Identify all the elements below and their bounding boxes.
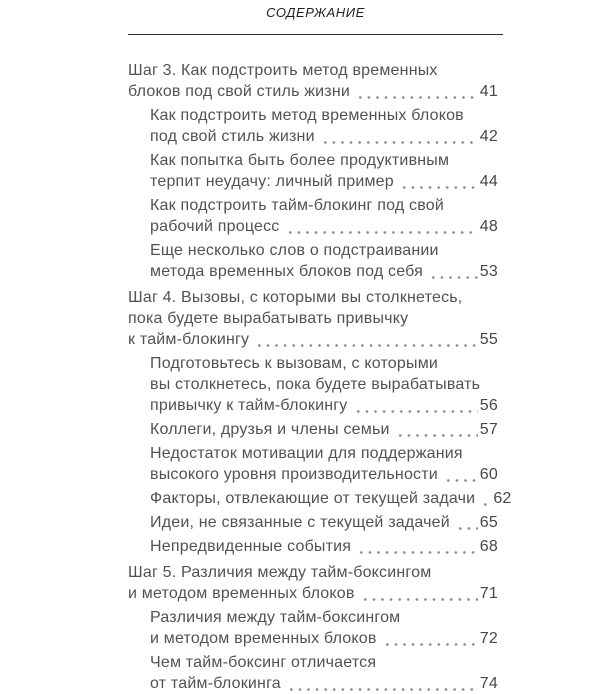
toc-entry-section xyxy=(128,150,503,192)
toc-entry-last-line xyxy=(150,536,503,557)
page-title: СОДЕРЖАНИЕ xyxy=(266,5,365,20)
toc-entry-section xyxy=(128,240,503,282)
page-number: 72 xyxy=(479,630,498,647)
dot-leader xyxy=(255,344,478,347)
dot-leader xyxy=(481,503,491,506)
toc-entry-line: Еще несколько слов о подстраивании xyxy=(150,242,439,259)
toc-entry-last-line xyxy=(128,583,503,604)
dot-leader xyxy=(286,231,478,234)
toc-entry-last-line xyxy=(150,395,503,416)
toc-entry-last-line xyxy=(150,216,503,237)
toc-entry-section xyxy=(128,419,503,440)
toc-entry-last-line xyxy=(150,512,503,533)
toc-entry-line: Как попытка быть более продуктивным xyxy=(150,152,450,169)
toc-entry-line: Недостаток мотивации для поддержания xyxy=(150,445,463,462)
toc-entry-text: Факторы, отвлекающие от текущей задачи xyxy=(150,490,476,507)
toc-entry-text: под свой стиль жизни xyxy=(150,128,315,145)
toc-entry-last-line xyxy=(128,329,503,350)
toc-entry-chapter xyxy=(128,287,503,350)
toc-entry-text: и методом временных блоков xyxy=(150,630,377,647)
header-divider xyxy=(128,34,503,35)
toc-entry-section xyxy=(128,652,503,694)
dot-leader xyxy=(456,527,478,530)
toc-entry-last-line xyxy=(150,419,503,440)
dot-leader xyxy=(361,598,478,601)
toc-entry-last-line xyxy=(150,261,503,282)
dot-leader xyxy=(400,186,478,189)
toc-entry-text: метода временных блоков под себя xyxy=(150,263,424,280)
toc-entry-text: блоков под свой стиль жизни xyxy=(128,83,351,100)
toc-entry-line: Шаг 4. Вызовы, с которыми вы столкнетесь, xyxy=(128,289,463,306)
page-number: 71 xyxy=(479,585,498,602)
page-number: 42 xyxy=(479,128,498,145)
toc-entry-section xyxy=(128,512,503,533)
toc-entry-last-line xyxy=(150,126,503,147)
toc-page xyxy=(128,0,512,694)
dot-leader xyxy=(396,434,478,437)
toc-entry-section xyxy=(128,353,503,416)
dot-leader xyxy=(321,141,478,144)
page-number: 44 xyxy=(479,173,498,190)
dot-leader xyxy=(357,551,478,554)
toc-entry-section xyxy=(128,105,503,147)
toc-entry-last-line xyxy=(150,464,503,485)
toc-entry-line: вы столкнетесь, пока будете вырабатывать xyxy=(150,376,481,393)
toc-entry-text: рабочий процесс xyxy=(150,218,280,235)
toc-entry-line: Шаг 5. Различия между тайм-боксингом xyxy=(128,564,432,581)
page-number: 60 xyxy=(479,466,498,483)
toc-entry-chapter xyxy=(128,562,503,604)
toc-entry-last-line xyxy=(150,488,512,509)
toc-entry-line: Как подстроить тайм-блокинг под свой xyxy=(150,197,444,214)
page-number: 56 xyxy=(479,397,498,414)
toc-entry-text: от тайм-блокинга xyxy=(150,675,281,692)
toc-entry-line: Шаг 3. Как подстроить метод временных xyxy=(128,62,438,79)
toc-entry-last-line xyxy=(150,171,503,192)
toc-entry-text: высокого уровня производительности xyxy=(150,466,438,483)
page-number: 68 xyxy=(479,538,498,555)
page-number: 55 xyxy=(479,331,498,348)
toc-entry-chapter xyxy=(128,60,503,102)
toc-entry-text: Непредвиденные события xyxy=(150,538,352,555)
toc-entry-last-line xyxy=(150,673,503,694)
toc-entry-last-line xyxy=(150,628,503,649)
page-number: 53 xyxy=(479,263,498,280)
toc-entry-text: терпит неудачу: личный пример xyxy=(150,173,394,190)
page-number: 48 xyxy=(479,218,498,235)
page-number: 65 xyxy=(479,514,498,531)
toc-entry-line: Чем тайм-боксинг отличается xyxy=(150,654,377,671)
toc-entry-line: Подготовьтесь к вызовам, с которыми xyxy=(150,355,439,372)
toc-entry-section xyxy=(128,536,503,557)
toc-entry-section xyxy=(128,607,503,649)
toc-entry-text: Идеи, не связанные с текущей задачей xyxy=(150,514,450,531)
toc-entry-section xyxy=(128,443,503,485)
dot-leader xyxy=(383,643,478,646)
toc-entry-text: и методом временных блоков xyxy=(128,585,355,602)
page-number: 74 xyxy=(479,675,498,692)
toc-entry-text: Коллеги, друзья и члены семьи xyxy=(150,421,390,438)
toc-entry-text: к тайм-блокингу xyxy=(128,331,250,348)
toc-entry-line: Различия между тайм-боксингом xyxy=(150,609,401,626)
dot-leader xyxy=(429,276,478,279)
page-number: 62 xyxy=(493,490,512,507)
page-number: 57 xyxy=(479,421,498,438)
toc-entry-section xyxy=(128,488,512,509)
page-number: 41 xyxy=(479,83,498,100)
toc-entry-line: пока будете вырабатывать привычку xyxy=(128,310,409,327)
toc-list xyxy=(128,60,512,694)
toc-entry-section xyxy=(128,195,503,237)
dot-leader xyxy=(354,410,478,413)
toc-entry-last-line xyxy=(128,81,503,102)
dot-leader xyxy=(444,479,478,482)
toc-entry-text: привычку к тайм-блокингу xyxy=(150,397,348,414)
dot-leader xyxy=(356,96,478,99)
toc-entry-line: Как подстроить метод временных блоков xyxy=(150,107,464,124)
